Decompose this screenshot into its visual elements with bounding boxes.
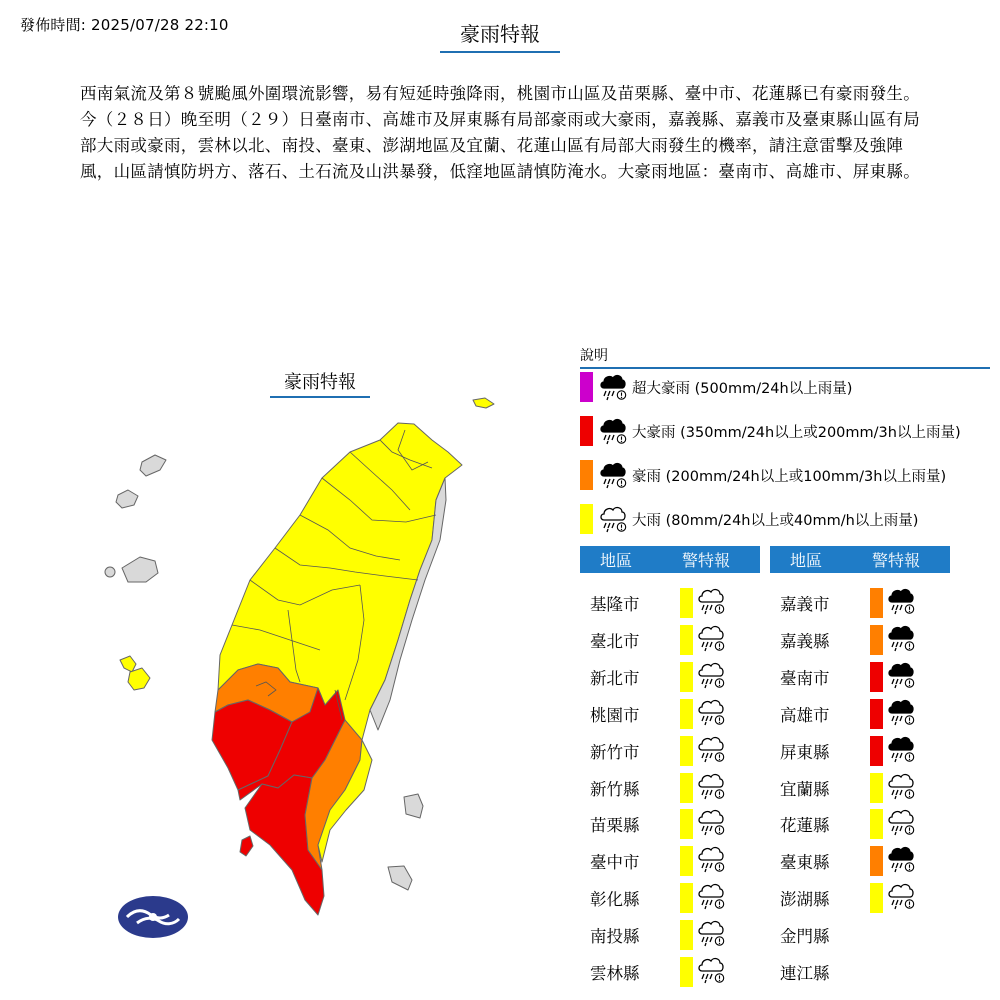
warning-map: [90, 360, 570, 950]
region-row: [590, 734, 726, 768]
rain-cloud-icon: [696, 918, 726, 948]
table-header-left: [580, 546, 760, 573]
region-row: [780, 697, 916, 731]
rain-cloud-icon: [696, 844, 726, 874]
warning-swatch: [870, 846, 883, 876]
region-name: 臺東縣: [780, 853, 830, 873]
island-penghu-2: [128, 668, 150, 690]
island-guishan: [473, 398, 494, 408]
warning-swatch: [870, 773, 883, 803]
region-name: 花蓮縣: [780, 816, 830, 836]
region-name: 嘉義縣: [780, 631, 830, 651]
col-region-right: 地區: [789, 551, 822, 570]
legend-label: 大雨 (80mm/24h以上或40mm/h以上雨量): [632, 512, 919, 529]
rain-cloud-icon: [696, 623, 726, 653]
region-name: 臺北市: [590, 631, 640, 651]
region-row: [590, 771, 726, 805]
col-warning-left: 警特報: [681, 551, 730, 570]
region-row: [590, 918, 726, 952]
heavy-rain-cloud-icon: [886, 697, 916, 727]
warning-description: 西南氣流及第８號颱風外圍環流影響，易有短延時強降雨，桃園市山區及苗栗縣、臺中市、花蓮縣已有豪雨發生。今（２８日）晚至明（２９）日臺南市、高雄市及屏東縣有局部豪雨或大豪雨，嘉義縣、嘉義市及臺東縣山區有局部大雨或豪雨，雲林以北、南投、臺東、澎湖地區及宜蘭、花蓮山區有局部大雨發生的機率，請注意雷擊及強陣風，山區請慎防坍方、落石、土石流及山洪暴發，低窪地區請慎防淹水。大豪雨地區：臺南市、高雄市、屏東縣。: [80, 84, 920, 181]
col-region-left: 地區: [599, 551, 632, 570]
warning-swatch: [870, 662, 883, 692]
legend-swatch: [580, 372, 593, 402]
region-name: 新竹縣: [590, 779, 640, 799]
region-row: [780, 807, 916, 841]
legend-item: [580, 502, 918, 536]
region-row: [590, 807, 726, 841]
rain-cloud-icon: [696, 697, 726, 727]
legend-label: 超大豪雨 (500mm/24h以上雨量): [632, 380, 853, 397]
heavy-rain-cloud-icon: [886, 844, 916, 874]
island-penghu-1: [120, 656, 136, 672]
rain-cloud-icon: [696, 881, 726, 911]
region-row: [780, 623, 916, 657]
rain-cloud-icon: [696, 955, 726, 985]
island-matsu-2: [116, 490, 138, 508]
page-title: 豪雨特報: [440, 18, 560, 53]
region-row: [590, 955, 726, 989]
region-name: 金門縣: [780, 927, 830, 947]
legend-label: 豪雨 (200mm/24h以上或100mm/3h以上雨量): [632, 468, 947, 485]
island-kinmen-1: [122, 557, 158, 582]
legend-swatch: [580, 504, 593, 534]
region-row: [590, 660, 726, 694]
legend-swatch: [580, 416, 593, 446]
region-row: [780, 844, 916, 878]
region-name: 宜蘭縣: [780, 779, 830, 799]
warning-swatch: [870, 699, 883, 729]
warning-swatch: [680, 773, 693, 803]
region-name: 南投縣: [590, 927, 640, 947]
warning-swatch: [680, 625, 693, 655]
region-name: 臺中市: [590, 853, 640, 873]
map-title: 豪雨特報: [270, 368, 370, 398]
heavy-rain-cloud-icon: [886, 734, 916, 764]
rain-cloud-icon: [886, 771, 916, 801]
warning-swatch: [680, 957, 693, 987]
region-name: 雲林縣: [590, 964, 640, 983]
col-warning-right: 警特報: [871, 551, 920, 570]
island-matsu-1: [140, 455, 166, 476]
table-header-right: [770, 546, 950, 573]
warning-swatch: [680, 736, 693, 766]
heavy-rain-cloud-icon: [598, 460, 628, 490]
region-name: 澎湖縣: [780, 890, 830, 910]
rain-cloud-icon: [696, 807, 726, 837]
issue-time: 發佈時間: 2025/07/28 22:10: [20, 16, 229, 34]
region-name: 苗栗縣: [590, 816, 640, 836]
region-row: [780, 586, 916, 620]
legend-item: [580, 458, 946, 492]
region-name: 新北市: [590, 668, 640, 688]
rain-cloud-icon: [886, 807, 916, 837]
legend-item: [580, 414, 961, 448]
region-name: 新竹市: [590, 742, 640, 762]
island-green: [404, 794, 423, 818]
region-row: [780, 734, 916, 768]
region-row: [590, 881, 726, 915]
heavy-rain-cloud-icon: [886, 586, 916, 616]
region-name: 高雄市: [780, 705, 830, 725]
warning-swatch: [870, 588, 883, 618]
island-liuqiu: [240, 836, 253, 856]
warning-swatch: [680, 699, 693, 729]
region-row: [780, 955, 870, 989]
rain-cloud-icon: [696, 771, 726, 801]
region-name: 桃園市: [590, 705, 640, 725]
cwa-logo: [117, 895, 189, 943]
region-row: [590, 844, 726, 878]
region-row: [780, 881, 916, 915]
rain-cloud-icon: [696, 660, 726, 690]
warning-swatch: [870, 625, 883, 655]
region-name: 基隆市: [590, 595, 640, 614]
heavy-rain-cloud-icon: [598, 372, 628, 402]
region-row: [590, 697, 726, 731]
warning-swatch: [680, 588, 693, 618]
warning-swatch: [680, 662, 693, 692]
heavy-rain-cloud-icon: [598, 416, 628, 446]
legend-label: 大豪雨 (350mm/24h以上或200mm/3h以上雨量): [632, 424, 961, 441]
warning-swatch: [870, 736, 883, 766]
warning-swatch: [680, 883, 693, 913]
region-name: 臺南市: [780, 668, 830, 688]
region-name: 嘉義市: [780, 595, 830, 614]
island-kinmen-2: [105, 567, 115, 577]
region-name: 連江縣: [780, 964, 830, 983]
warning-swatch: [870, 883, 883, 913]
legend-swatch: [580, 460, 593, 490]
region-row: [780, 918, 870, 952]
island-orchid: [388, 866, 412, 890]
heavy-rain-cloud-icon: [886, 623, 916, 653]
region-row: [590, 623, 726, 657]
region-row: [780, 771, 916, 805]
rain-cloud-icon: [886, 881, 916, 911]
heavy-rain-cloud-icon: [886, 660, 916, 690]
region-name: 屏東縣: [780, 742, 830, 762]
warning-swatch: [680, 846, 693, 876]
rain-cloud-icon: [696, 586, 726, 616]
warning-swatch: [870, 809, 883, 839]
rain-cloud-icon: [598, 504, 628, 534]
region-row: [590, 586, 726, 620]
region-row: [780, 660, 916, 694]
legend-item: [580, 370, 852, 404]
warning-swatch: [680, 920, 693, 950]
legend-heading: 說明: [580, 345, 990, 369]
taiwan-map: [90, 360, 570, 950]
warning-swatch: [680, 809, 693, 839]
region-name: 彰化縣: [590, 890, 640, 910]
rain-cloud-icon: [696, 734, 726, 764]
